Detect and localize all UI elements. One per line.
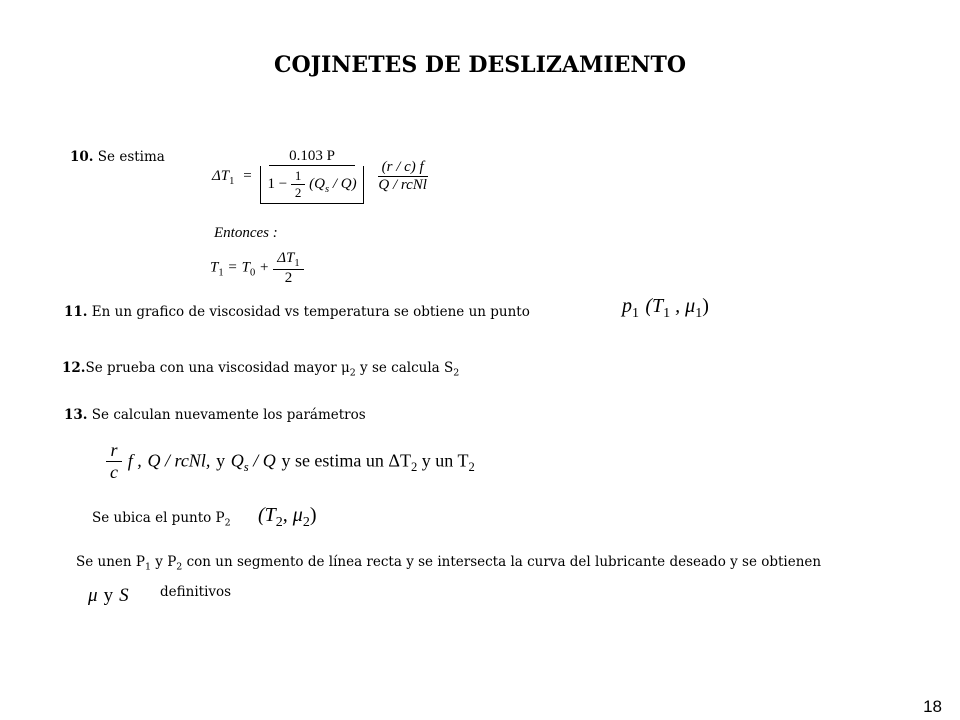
step-12: 12.Se prueba con una viscosidad mayor $\mu_2$ y se calcula $S_2$ bbox=[62, 360, 460, 379]
delta-t1-formula: $\Delta T_1$ = 0.103 P 1 − $\frac{1}{2}$ $(Q_s / Q)$ $\frac{(r / c) f}{\text{Q / rcNl}}$ bbox=[212, 148, 431, 204]
point-p2: ($T_2$, $\mu_2$) bbox=[258, 504, 317, 530]
step-text: Se calculan nuevamente los parámetros bbox=[91, 407, 366, 423]
fraction-secondary: $\frac{(r / c) f}{\text{Q / rcNl}}$ bbox=[378, 158, 427, 193]
t1-formula: $T_1 = T_0$ + $\frac{\Delta T_1}{2}$ bbox=[210, 248, 304, 287]
page-title: COJINETES DE DESLIZAMIENTO bbox=[273, 52, 687, 78]
entonces-label: Entonces : bbox=[214, 225, 278, 241]
step-number: 13. bbox=[64, 407, 88, 423]
step-text: Se estima bbox=[97, 149, 165, 165]
page-number: 18 bbox=[923, 697, 942, 716]
point-p1: $p_1$ ($T_1$ , $\mu_1$) bbox=[622, 295, 709, 321]
step-number: 11. bbox=[64, 304, 88, 320]
join-points: Se unen $P_1$ y $P_2$ con un segmento de línea recta y se intersecta la curva del lubricante deseado y se obtienen bbox=[76, 554, 822, 573]
step-number: 12. bbox=[62, 360, 86, 376]
step-13 bbox=[64, 407, 366, 423]
step-text: En un grafico de viscosidad vs temperatura se obtiene un punto bbox=[91, 304, 530, 320]
step-10 bbox=[70, 149, 165, 165]
step-11 bbox=[64, 304, 530, 320]
final-result: μ y S bbox=[88, 585, 129, 606]
step-number: 10. bbox=[70, 149, 94, 165]
parameters-formula: $\frac{r}{c}$ f , Q / rcNl, y $Q_s$ / Q y se estima un $\Delta T_2$ y un $T_2$ bbox=[106, 440, 475, 483]
final-text: definitivos bbox=[160, 584, 232, 600]
fraction-main: 0.103 P 1 − $\frac{1}{2}$ $(Q_s / Q)$ bbox=[260, 148, 363, 204]
locate-p2: Se ubica el punto $P_2$ bbox=[92, 510, 231, 529]
